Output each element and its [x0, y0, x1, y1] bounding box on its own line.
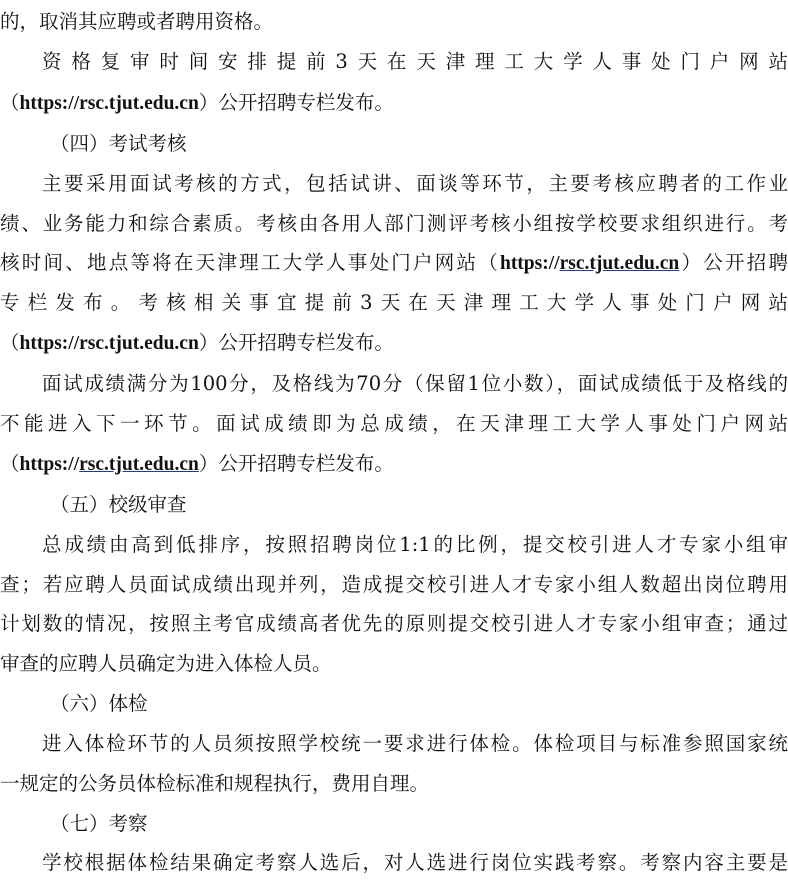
paragraph-line: 审查的应聘人员确定为进入体检人员。	[0, 652, 332, 675]
paragraph-line: 不能进入下一环节。面试成绩即为总成绩，在天津理工大学人事处门户网站	[0, 412, 788, 435]
section-heading: （六）体检	[50, 692, 148, 715]
paragraph-line: 核时间、地点等将在天津理工大学人事处门户网站（https://rsc.tjut.edu.cn）公开招聘	[0, 251, 788, 274]
paragraph-line: 查；若应聘人员面试成绩出现并列，造成提交校引进人才专家小组人数超出岗位聘用	[0, 573, 788, 596]
paragraph-line: 一规定的公务员体检标准和规程执行，费用自理。	[0, 772, 430, 795]
paragraph-line: 主要采用面试考核的方式，包括试讲、面谈等环节，主要考核应聘者的工作业	[42, 172, 788, 195]
paragraph-line: 面试成绩满分为100分，及格线为70分（保留1位小数），面试成绩低于及格线的	[42, 372, 788, 395]
paragraph-line: 进入体检环节的人员须按照学校统一要求进行体检。体检项目与标准参照国家统	[42, 732, 788, 755]
paragraph-line: （https://rsc.tjut.edu.cn）公开招聘专栏发布。	[0, 331, 394, 354]
paragraph-line: 计划数的情况，按照主考官成绩高者优先的原则提交校引进人才专家小组审查；通过	[0, 612, 788, 635]
portal-link[interactable]: https://rsc.tjut.edu.cn	[19, 333, 199, 354]
section-heading: （四）考试考核	[50, 132, 187, 155]
portal-link[interactable]: https://rsc.tjut.edu.cn	[19, 93, 199, 114]
paragraph-line: （https://rsc.tjut.edu.cn）公开招聘专栏发布。	[0, 91, 394, 114]
portal-link[interactable]: rsc.tjut.edu.cn	[79, 454, 199, 475]
portal-link[interactable]: rsc.tjut.edu.cn	[559, 253, 680, 274]
section-heading: （五）校级审查	[50, 493, 187, 516]
paragraph-line: 资格复审时间安排提前3天在天津理工大学人事处门户网站	[42, 50, 788, 73]
paragraph-line: 总成绩由高到低排序，按照招聘岗位1:1的比例，提交校引进人才专家小组审	[42, 533, 788, 556]
paragraph-line: （https://rsc.tjut.edu.cn）公开招聘专栏发布。	[0, 452, 394, 475]
section-heading: （七）考察	[50, 812, 148, 835]
paragraph-line: 绩、业务能力和综合素质。考核由各用人部门测评考核小组按学校要求组织进行。考	[0, 212, 788, 235]
paragraph-line: 的，取消其应聘或者聘用资格。	[0, 10, 274, 33]
paragraph-line: 学校根据体检结果确定考察人选后，对人选进行岗位实践考察。考察内容主要是	[42, 851, 788, 874]
paragraph-line: 专栏发布。考核相关事宜提前3天在天津理工大学人事处门户网站	[0, 291, 788, 314]
